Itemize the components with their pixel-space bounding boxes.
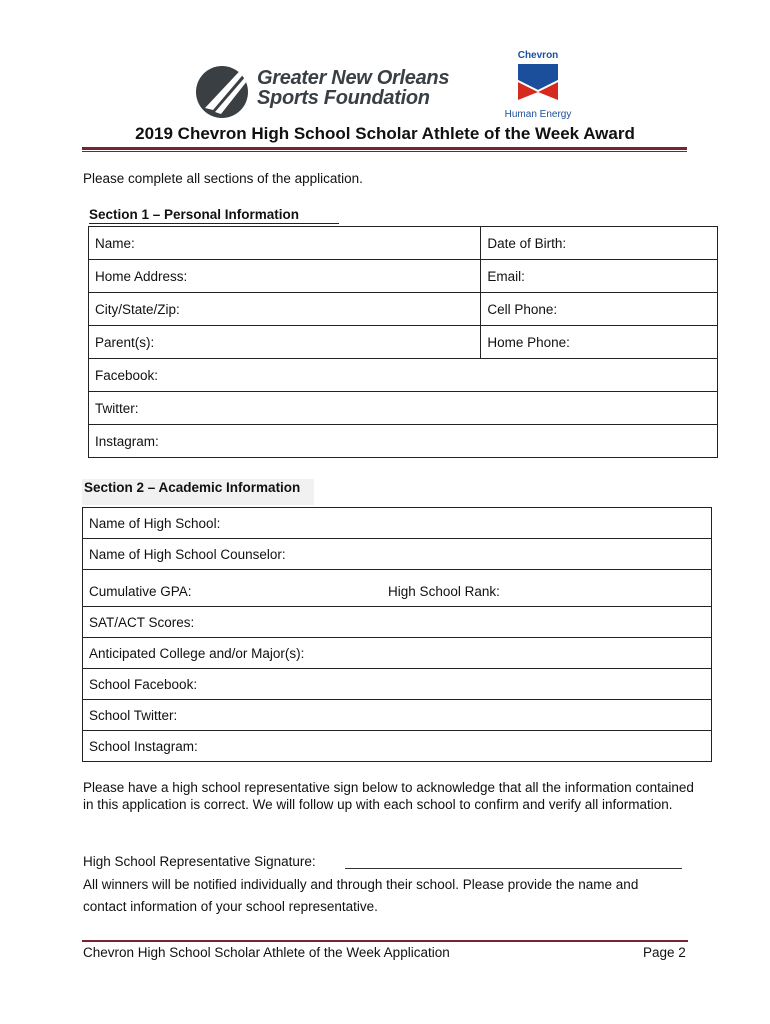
academic-info-table [82,507,712,762]
high-school-name-field[interactable]: Name of High School: [83,508,712,539]
table-row [83,607,712,638]
personal-info-table [88,226,718,458]
table-row [89,425,718,458]
gno-logo-line2: Sports Foundation [257,87,430,109]
school-rank-field[interactable]: High School Rank: [382,570,711,607]
counselor-name-field[interactable]: Name of High School Counselor: [83,539,712,570]
acknowledge-paragraph: Please have a high school representative sign below to acknowledge that all the information contained in this application is correct. We will follow up with each school to confirm and verify all information. [83,780,694,812]
footer-title: Chevron High School Scholar Athlete of the Week Application [83,945,450,960]
table-row [83,638,712,669]
table-row [89,359,718,392]
anticipated-college-field[interactable]: Anticipated College and/or Major(s): [83,638,712,669]
title-rule [82,147,687,150]
table-row [89,260,718,293]
school-facebook-field[interactable]: School Facebook: [83,669,712,700]
intro-text: Please complete all sections of the application. [83,171,363,186]
table-row [83,508,712,539]
sat-act-scores-field[interactable]: SAT/ACT Scores: [83,607,712,638]
gno-logo-line1: Greater New Orleans [257,67,450,89]
chevron-logo-tagline: Human Energy [504,109,572,120]
table-row [83,669,712,700]
footer-rule [82,940,688,942]
table-row [89,392,718,425]
section1-heading: Section 1 – Personal Information [89,207,339,224]
table-row [89,293,718,326]
twitter-field[interactable]: Twitter: [89,392,718,425]
gno-swoosh-icon [195,58,255,120]
name-field[interactable]: Name: [89,227,481,260]
instagram-field[interactable]: Instagram: [89,425,718,458]
email-field[interactable]: Email: [481,260,718,293]
date-of-birth-field[interactable]: Date of Birth: [481,227,718,260]
table-row [83,700,712,731]
table-row [83,539,712,570]
signature-line[interactable] [345,868,682,869]
table-row [83,731,712,762]
page-title: 2019 Chevron High School Scholar Athlete of the Week Award [135,124,635,143]
chevron-logo [498,50,578,120]
table-row [89,227,718,260]
city-state-zip-field[interactable]: City/State/Zip: [89,293,481,326]
title-rule-thin [82,151,687,152]
chevron-logo-name: Chevron [517,50,559,61]
chevron-emblem-icon [516,62,560,102]
gpa-field[interactable]: Cumulative GPA: [83,570,383,607]
school-instagram-field[interactable]: School Instagram: [83,731,712,762]
facebook-field[interactable]: Facebook: [89,359,718,392]
table-row [89,326,718,359]
gno-sports-foundation-logo [195,58,455,120]
school-twitter-field[interactable]: School Twitter: [83,700,712,731]
table-row [83,570,712,607]
parents-field[interactable]: Parent(s): [89,326,481,359]
section2-heading: Section 2 – Academic Information [82,479,314,505]
cell-phone-field[interactable]: Cell Phone: [481,293,718,326]
signature-label: High School Representative Signature: [83,854,316,869]
home-phone-field[interactable]: Home Phone: [481,326,718,359]
home-address-field[interactable]: Home Address: [89,260,481,293]
winners-note: All winners will be notified individually and through their school. Please provide the name and contact information of your school representative. [83,877,639,914]
page-number: Page 2 [643,945,686,960]
